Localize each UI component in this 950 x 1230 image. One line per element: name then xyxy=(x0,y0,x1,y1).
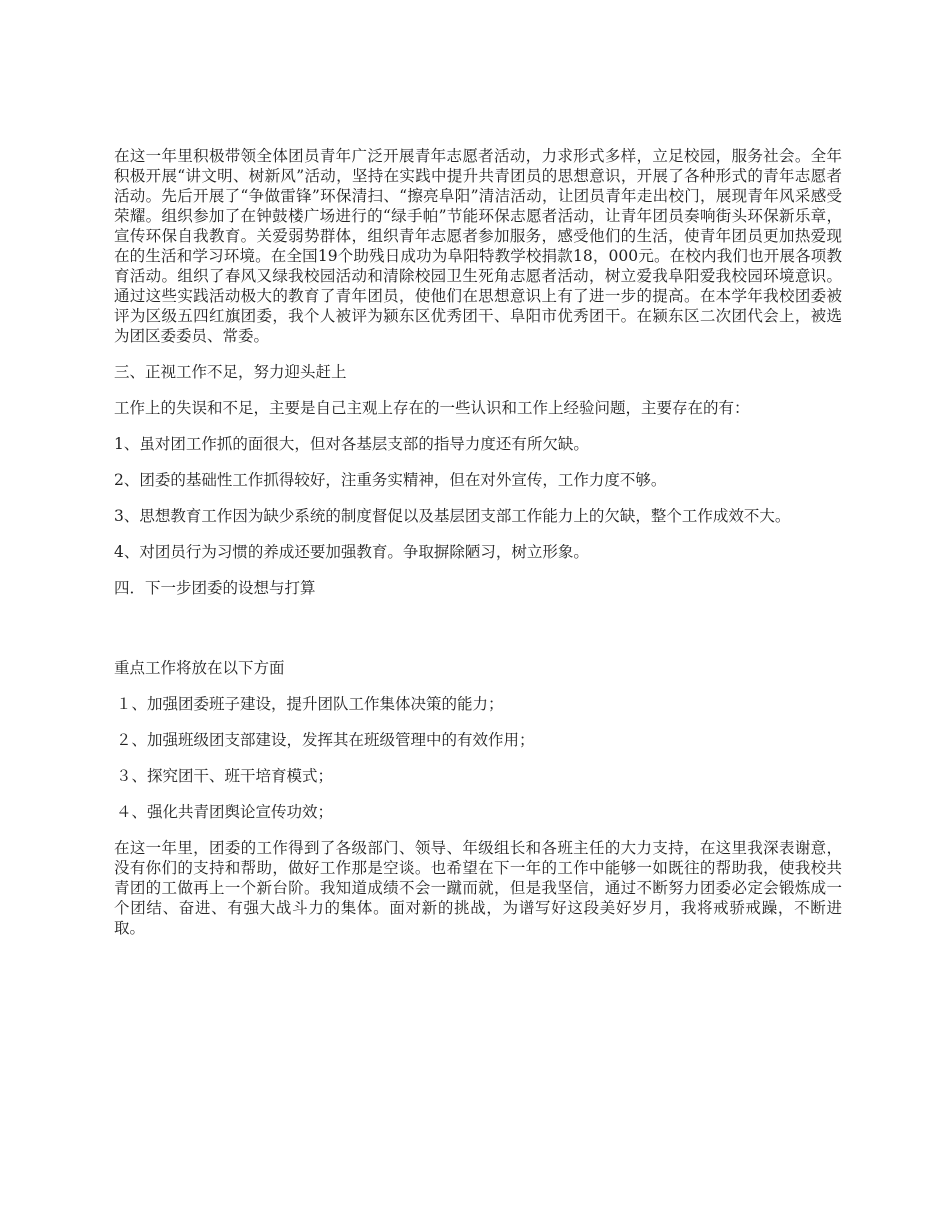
shortcoming-item-1: 1、虽对团工作抓的面很大，但对各基层支部的指导力度还有所欠缺。 xyxy=(114,435,589,453)
focus-item-3: ３、探究团干、班干培育模式； xyxy=(116,767,334,785)
focus-item-2: ２、加强班级团支部建设，发挥其在班级管理中的有效作用； xyxy=(116,731,535,749)
document-page xyxy=(114,146,842,954)
blank-spacer xyxy=(114,614,842,658)
focus-intro: 重点工作将放在以下方面 xyxy=(114,659,285,677)
focus-item-4: ４、强化共青团舆论宣传功效； xyxy=(116,803,334,821)
paragraph-shortcomings-intro: 工作上的失误和不足，主要是自己主观上存在的一些认识和工作上经验问题，主要存在的有： xyxy=(114,399,750,417)
section-heading-shortcomings: 三、正视工作不足，努力迎头赶上 xyxy=(114,363,347,381)
closing-paragraph: 在这一年里，团委的工作得到了各级部门、领导、年级组长和各班主任的大力支持，在这里我深表谢意，没有你们的支持和帮助，做好工作那是空谈。也希望在下一年的工作中能够一如既往的帮助我，使我校共青团的工做再上一个新台阶。我知道成绩不会一蹴而就，但是我坚信，通过不断努力团委必定会锻炼成一个团结、奋进、有强大战斗力的集体。面对新的挑战，为谱写好这段美好岁月，我将戒骄戒躁，不断进取。 xyxy=(114,839,842,937)
shortcoming-item-2: 2、团委的基础性工作抓得较好，注重务实精神，但在对外宣传，工作力度不够。 xyxy=(114,471,667,489)
shortcoming-item-4: 4、对团员行为习惯的养成还要加强教育。争取摒除陋习，树立形象。 xyxy=(114,543,589,561)
shortcoming-item-3: 3、思想教育工作因为缺少系统的制度督促以及基层团支部工作能力上的欠缺，整个工作成效不大。 xyxy=(114,507,791,525)
section-heading-next-steps: 四．下一步团委的设想与打算 xyxy=(114,579,316,597)
focus-item-1: １、加强团委班子建设，提升团队工作集体决策的能力； xyxy=(116,695,504,713)
paragraph-volunteer-activities: 在这一年里积极带领全体团员青年广泛开展青年志愿者活动，力求形式多样，立足校园，服务社会。全年积极开展“讲文明、树新风”活动，坚持在实践中提升共青团员的思想意识，开展了各种形式的青年志愿者活动。先后开展了“争做雷锋”环保清扫、“擦亮阜阳”清洁活动，让团员青年走出校门，展现青年风采感受荣耀。组织参加了在钟鼓楼广场进行的“绿手帕”节能环保志愿者活动，让青年团员奏响街头环保新乐章，宣传环保自我教育。关爱弱势群体，组织青年志愿者参加服务，感受他们的生活，使青年团员更加热爱现在的生活和学习环境。在全国19个助残日成功为阜阳特教学校捐款18，000元。在校内我们也开展各项教育活动。组织了春风又绿我校园活动和清除校园卫生死角志愿者活动，树立爱我阜阳爱我校园环境意识。通过这些实践活动极大的教育了青年团员，使他们在思想意识上有了进一步的提高。在本学年我校团委被评为区级五四红旗团委，我个人被评为颍东区优秀团干、阜阳市优秀团干。在颍东区二次团代会上，被选为团区委委员、常委。 xyxy=(114,147,842,345)
